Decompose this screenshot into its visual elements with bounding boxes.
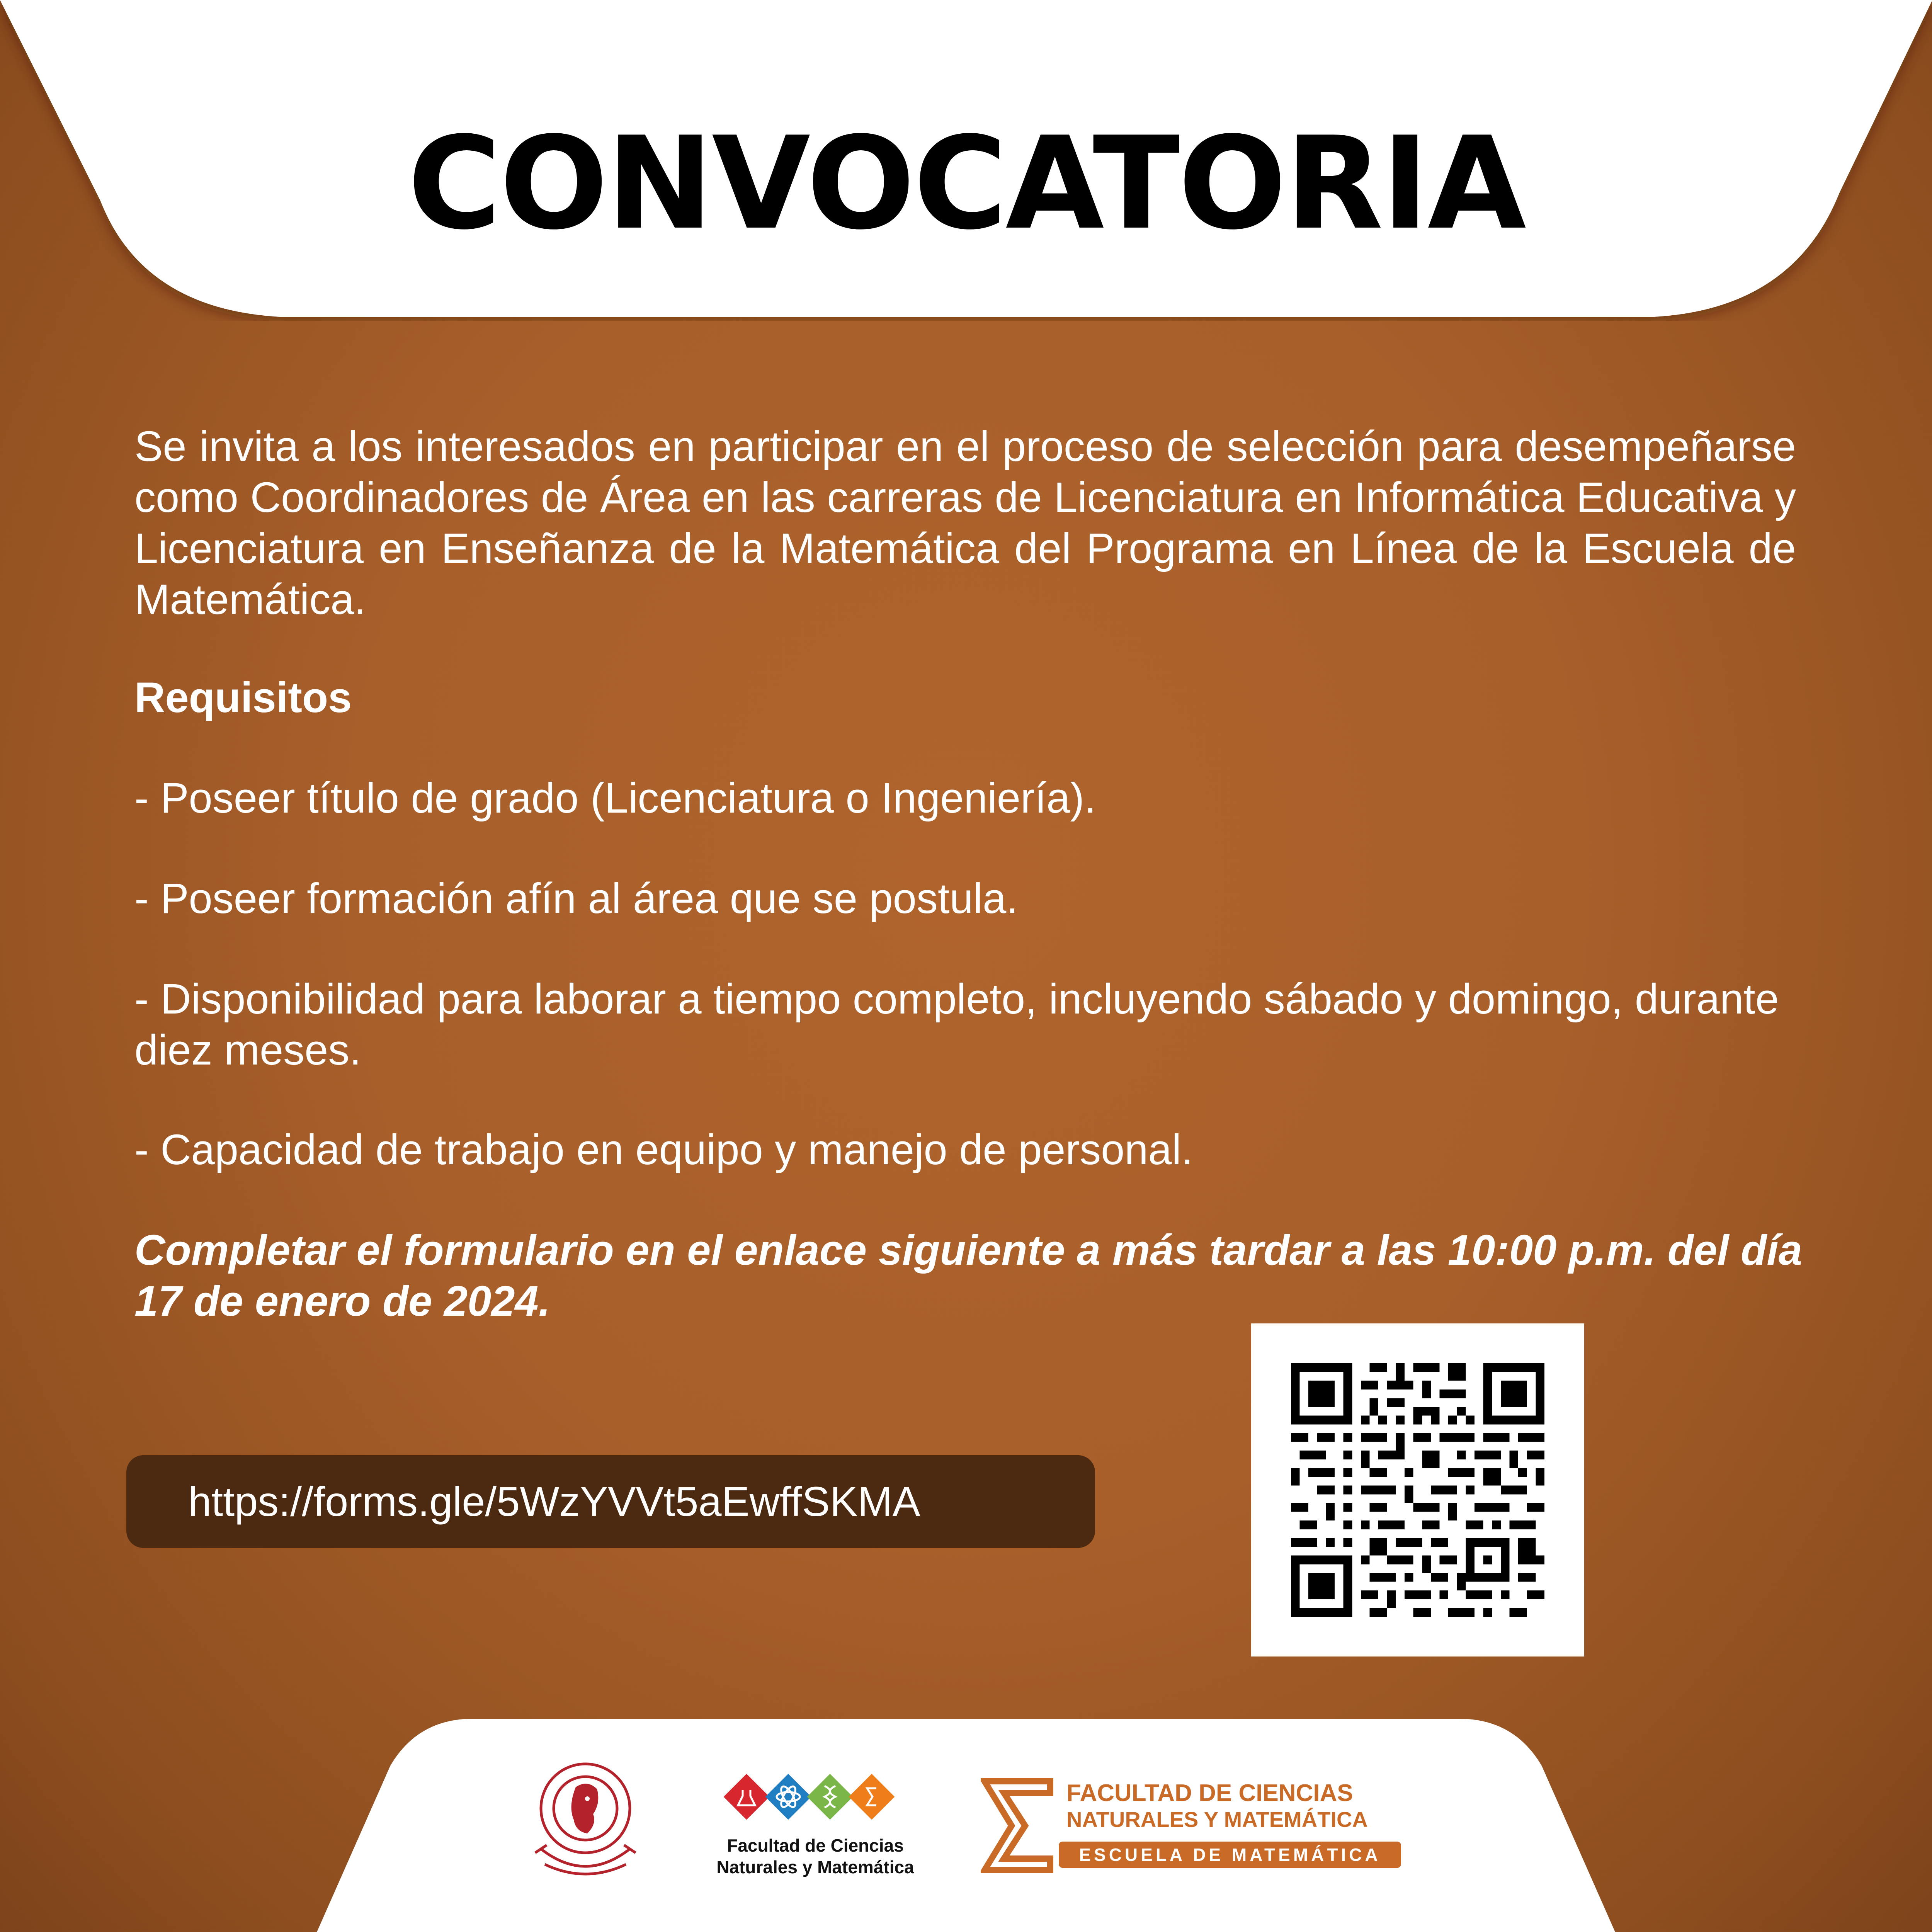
university-seal-icon	[529, 1756, 641, 1884]
requirement-item: - Poseer título de grado (Licenciatura o Ingeniería).	[134, 774, 1096, 822]
requirements-heading: Requisitos	[134, 674, 352, 721]
qr-code-icon	[1291, 1363, 1544, 1617]
deadline-notice: Completar el formulario en el enlace siguiente a más tardar a las 10:00 p.m. del día 17 de enero de 2024.	[134, 1226, 1803, 1325]
faculty-caption-line1: Facultad de Ciencias	[727, 1835, 904, 1855]
faculty-caption	[680, 1835, 951, 1878]
intro-paragraph: Se invita a los interesados en participar en el proceso de selección para desempeñarse como Coordinadores de Área en las carreras de Licenciatura en Informática Educativa y Licenciatura en Enseñanza de la Matemática del Programa en Línea de la Escuela de Matemática.	[134, 423, 1796, 623]
requirement-item: - Poseer formación afín al área que se postula.	[134, 875, 1018, 922]
requirement-item: - Disponibilidad para laborar a tiempo completo, incluyendo sábado y domingo, durante diez meses.	[134, 975, 1779, 1074]
footer-panel	[0, 1716, 1932, 1932]
page-title: CONVOCATORIA	[408, 109, 1525, 258]
faculty-diamonds-logo-icon	[723, 1770, 900, 1824]
qr-code[interactable]	[1251, 1323, 1584, 1656]
school-badge: ESCUELA DE MATEMÁTICA	[1059, 1842, 1401, 1868]
form-link-bar[interactable]	[126, 1455, 1095, 1548]
sigma-logo-icon	[981, 1777, 1054, 1874]
form-link[interactable]: https://forms.gle/5WzYVVt5aEwffSKMA	[188, 1478, 920, 1525]
school-title-line1: FACULTAD DE CIENCIAS	[1066, 1780, 1353, 1806]
school-title-line2: NATURALES Y MATEMÁTICA	[1066, 1807, 1368, 1832]
faculty-caption-line2: Naturales y Matemática	[716, 1857, 914, 1877]
requirement-item: - Capacidad de trabajo en equipo y manejo de personal.	[134, 1126, 1193, 1173]
